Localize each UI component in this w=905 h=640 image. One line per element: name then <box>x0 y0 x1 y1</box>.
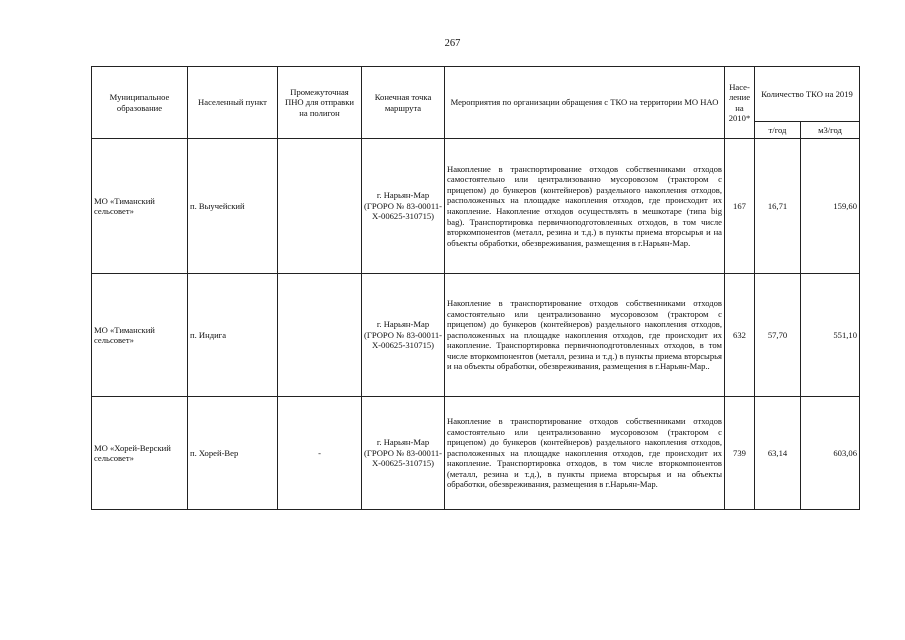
header-quantity: Количество ТКО на 2019 <box>755 67 860 122</box>
cell-m3-per-year: 159,60 <box>801 139 860 274</box>
cell-transfer-point <box>278 274 362 397</box>
header-transfer-point: Промежуточная ПНО для отправки на полигон <box>278 67 362 139</box>
waste-management-table <box>91 66 860 510</box>
cell-transfer-point: - <box>278 397 362 510</box>
cell-transfer-point <box>278 139 362 274</box>
header-m3-per-year: м3/год <box>801 122 860 139</box>
header-row <box>92 67 860 122</box>
cell-municipality: МО «Тиманский сельсовет» <box>92 139 188 274</box>
page-number: 267 <box>444 38 461 49</box>
cell-settlement: п. Индига <box>188 274 278 397</box>
cell-settlement: п. Хорей-Вер <box>188 397 278 510</box>
cell-settlement: п. Выучейский <box>188 139 278 274</box>
cell-municipality: МО «Тиманский сельсовет» <box>92 274 188 397</box>
cell-population: 632 <box>725 274 755 397</box>
cell-t-per-year: 16,71 <box>755 139 801 274</box>
cell-population: 167 <box>725 139 755 274</box>
header-end-point: Конечная точка маршрута <box>362 67 445 139</box>
cell-m3-per-year: 551,10 <box>801 274 860 397</box>
header-t-per-year: т/год <box>755 122 801 139</box>
header-measures: Мероприятия по организации обращения с ТКО на территории МО НАО <box>445 67 725 139</box>
cell-population: 739 <box>725 397 755 510</box>
cell-t-per-year: 57,70 <box>755 274 801 397</box>
cell-end-point: г. Нарьян-Мар (ГРОРО № 83-00011-Х-00625-310715) <box>362 274 445 397</box>
cell-measures: Накопление в транспортирование отходов собственниками отходов самостоятельно или централизованно мусоровозом (трактором с прицепом) до бункеров (контейнеров) раздельного накопления отходов, расположенных на площадке накопления отходов, где происходит их накопление. Транспортировка отходов, в том числе вторкомпонентов (металл, резина и т.д.), в пункты приема вторсырья и на объекты обработки, обезвреживания, размещения в г.Нарьян-Мар. <box>445 397 725 510</box>
cell-t-per-year: 63,14 <box>755 397 801 510</box>
header-settlement: Населенный пункт <box>188 67 278 139</box>
cell-measures: Накопление в транспортирование отходов собственниками отходов самостоятельно или централизованно мусоровозом (трактором с прицепом) до бункеров (контейнеров) раздельного накопления отходов, расположенных на площадке накопления отходов, где происходит их накопление. Накопление отходов осуществлять в мешкотаре (типа big bag). Транспортировка первичноподготовленных отходов, в том числе вторкомпонентов (металл, резина и т.д.) в пункты приема вторсырья и на объекты обработки, обезвреживания, размещения в г.Нарьян-Мар. <box>445 139 725 274</box>
table-row <box>92 397 860 510</box>
cell-end-point: г. Нарьян-Мар (ГРОРО № 83-00011-Х-00625-310715) <box>362 139 445 274</box>
header-municipality: Муниципальное образование <box>92 67 188 139</box>
cell-municipality: МО «Хорей-Верский сельсовет» <box>92 397 188 510</box>
cell-m3-per-year: 603,06 <box>801 397 860 510</box>
table-row <box>92 274 860 397</box>
table-row <box>92 139 860 274</box>
cell-end-point: г. Нарьян-Мар (ГРОРО № 83-00011-Х-00625-310715) <box>362 397 445 510</box>
cell-measures: Накопление в транспортирование отходов собственниками отходов самостоятельно или централизованно мусоровозом (трактором с прицепом) до бункеров (контейнеров) раздельного накопления отходов, расположенных на площадке накопления отходов, где происходит их накопление. Транспортировка первичноподготовленных отходов, в том числе вторкомпонентов (металл, резина и т.д.) в пункты приема вторсырья и на объекты обработки, обезвреживания, размещения в г.Нарьян-Мар.. <box>445 274 725 397</box>
header-population: Насе-ление на 2010* <box>725 67 755 139</box>
